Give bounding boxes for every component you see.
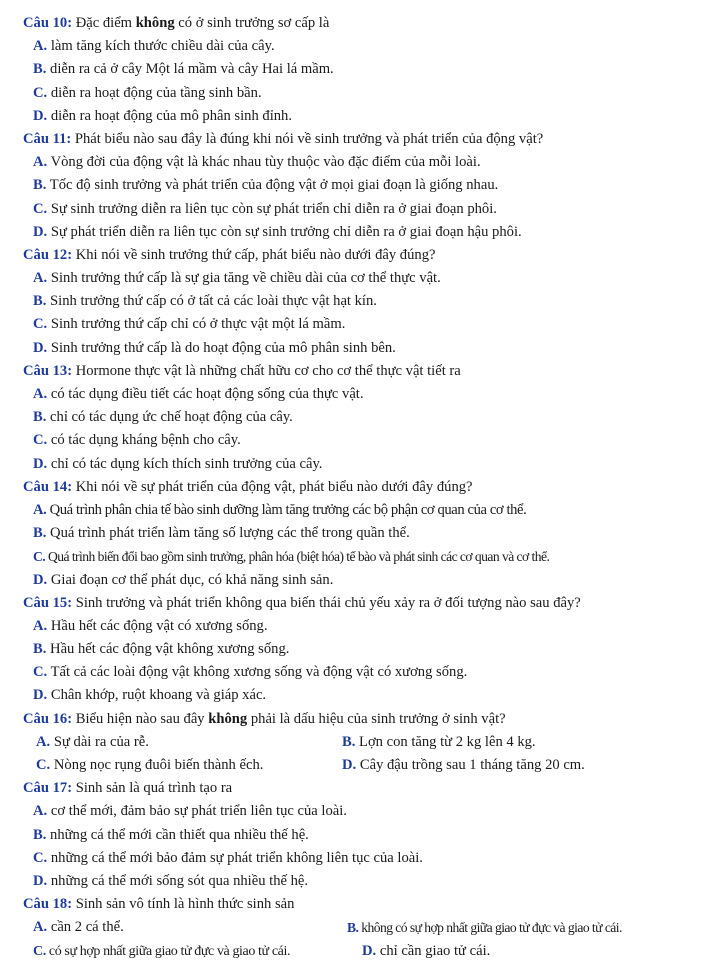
option-letter: C. [33,316,48,333]
option-letter: A. [33,386,48,402]
option-text: Quá trình phân chia tế bào sinh dưỡng làm tăng trưởng các bộ phận cơ quan của cơ thể. [46,501,527,518]
option-14-a [0,499,714,522]
option-14-d [0,569,714,592]
question-keyword: không [208,710,248,727]
option-15-d [0,684,714,707]
option-letter: C. [33,432,48,449]
option-18-c [33,940,290,963]
option-letter: B. [33,61,47,78]
option-14-b [0,522,714,545]
option-18-b [347,916,622,939]
option-text: Lợn con tăng từ 2 kg lên 4 kg. [355,733,536,750]
question-text: Phát biểu nào sau đây là đúng khi nói về sinh trưởng và phát triển của động vật? [71,130,544,147]
option-11-b [0,174,714,197]
option-15-b [0,638,714,661]
option-text: Vòng đời của động vật là khác nhau tùy thuộc vào đặc điểm của mỗi loài. [47,154,481,171]
option-11-c [0,198,714,221]
option-letter: B. [33,409,47,426]
question-number: Câu 14: [23,478,73,495]
option-letter: B. [33,177,47,194]
option-13-b [0,406,714,429]
option-letter: D. [33,339,48,356]
option-text: không có sự hợp nhất giữa giao tử đực và giao tử cái. [358,920,622,936]
question-number: Câu 10: [23,15,73,31]
option-13-c [0,429,714,452]
option-text: Quá trình phát triển làm tăng số lượng các thể trong quần thể. [46,525,410,542]
option-text: có sự hợp nhất giữa giao tử đực và giao tử cái. [45,943,291,959]
option-15-c [0,661,714,684]
option-text: những cá thể mới bảo đảm sự phát triển không liên tục của loài. [47,849,423,866]
option-text: diễn ra cả ở cây Một lá mầm và cây Hai lá mầm. [46,61,334,78]
option-text: Tất cả các loài động vật không xương sống và động vật có xương sống. [47,664,468,681]
option-row-18-cd [0,940,714,963]
option-letter: A. [33,38,48,55]
option-letter: D. [33,107,48,124]
option-text: những cá thể mới sống sót qua nhiều thế hệ. [47,872,309,889]
question-text: Sinh sản là quá trình tạo ra [72,780,233,797]
option-row-16-cd [0,754,714,777]
option-text: Hầu hết các động vật có xương sống. [47,617,268,634]
question-number: Câu 18: [23,896,73,913]
option-text: chỉ cần giao tử cái. [376,942,491,959]
option-text: diễn ra hoạt động của tầng sinh bần. [47,84,262,101]
option-letter: D. [33,571,48,588]
option-17-b [0,824,714,847]
option-letter: D. [33,455,48,472]
option-letter: C. [36,757,51,773]
question-number: Câu 15: [23,594,73,611]
question-number: Câu 16: [23,710,73,727]
option-15-a [0,615,714,638]
option-17-a [0,800,714,823]
option-letter: C. [33,943,46,959]
option-text: diễn ra hoạt động của mô phân sinh đỉnh. [47,107,293,124]
option-17-d [0,870,714,893]
option-text: có tác dụng điều tiết các hoạt động sống của thực vật. [47,386,364,402]
question-text: Sinh sản vô tính là hình thức sinh sản [72,896,295,913]
question-12 [0,244,714,267]
option-row-16-ab [0,731,714,754]
option-letter: A. [33,154,48,171]
option-letter: A. [36,733,51,750]
option-text: Sự sinh trưởng diễn ra liên tục còn sự phát triển chỉ diễn ra ở giai đoạn phôi. [47,200,497,217]
question-number: Câu 11: [23,130,72,147]
option-text: Sự dài ra của rễ. [50,733,149,750]
question-18 [0,893,714,916]
question-15 [0,592,714,615]
option-letter: D. [33,872,48,889]
option-letter: D. [342,757,357,773]
option-text: chỉ có tác dụng kích thích sinh trưởng của cây. [47,455,323,472]
exam-document [0,12,714,963]
question-number: Câu 12: [23,246,73,263]
option-text: Chân khớp, ruột khoang và giáp xác. [47,687,267,704]
option-text: Sinh trưởng thứ cấp có ở tất cả các loài thực vật hạt kín. [46,293,377,310]
option-11-a [0,151,714,174]
option-letter: B. [33,525,47,542]
option-16-c [36,754,263,777]
option-letter: C. [33,849,48,866]
option-13-a [0,383,714,406]
question-text: Khi nói về sự phát triển của động vật, phát biểu nào dưới đây đúng? [72,478,473,495]
option-text: Quá trình biến đổi bao gồm sinh trưởng, phân hóa (biệt hóa) tế bào và phát sinh các cơ quan và cơ thể. [45,549,550,565]
option-text: Tốc độ sinh trưởng và phát triển của động vật ở mọi giai đoạn là giống nhau. [46,177,499,194]
option-12-a [0,267,714,290]
option-letter: B. [342,733,356,750]
option-14-c [0,545,714,568]
option-17-c [0,847,714,870]
option-13-d [0,453,714,476]
option-letter: D. [33,687,48,704]
question-text: Khi nói về sinh trưởng thứ cấp, phát biểu nào dưới đây đúng? [72,246,436,263]
option-text: Sinh trưởng thứ cấp là sự gia tăng về chiều dài của cơ thể thực vật. [47,270,441,287]
option-text: cơ thể mới, đảm bảo sự phát triển liên tục của loài. [47,803,347,820]
option-letter: A. [33,919,48,936]
option-text: Sinh trưởng thứ cấp là do hoạt động của mô phân sinh bên. [47,339,396,356]
option-letter: A. [33,617,48,634]
question-17 [0,777,714,800]
question-text-pre: Đặc điểm [72,15,136,31]
option-12-d [0,337,714,360]
question-10 [0,12,714,35]
option-text: cần 2 cá thể. [47,919,124,936]
option-letter: D. [362,942,377,959]
option-letter: D. [33,223,48,240]
option-18-a [33,916,124,939]
question-number: Câu 17: [23,780,73,797]
question-13 [0,360,714,383]
option-letter: B. [347,920,359,936]
question-16 [0,708,714,731]
option-text: những cá thể mới cần thiết qua nhiều thế hệ. [46,826,309,843]
option-letter: C. [33,84,48,101]
option-row-18-ab [0,916,714,939]
question-text: Hormone thực vật là những chất hữu cơ cho cơ thể thực vật tiết ra [72,362,461,379]
option-text: có tác dụng kháng bệnh cho cây. [47,432,241,449]
option-12-c [0,313,714,336]
option-text: làm tăng kích thước chiều dài của cây. [47,38,275,55]
option-16-b [342,731,536,754]
option-letter: A. [33,803,48,820]
option-text: Giai đoạn cơ thể phát dục, có khả năng sinh sản. [47,571,334,588]
option-10-d [0,105,714,128]
option-10-b [0,58,714,81]
option-letter: C. [33,549,46,565]
option-letter: B. [33,641,47,658]
option-16-a [36,731,149,754]
option-text: Hầu hết các động vật không xương sống. [46,641,290,658]
option-12-b [0,290,714,313]
question-14 [0,476,714,499]
question-text-post: phải là dấu hiệu của sinh trưởng ở sinh vật? [247,710,506,727]
question-keyword: không [135,15,175,31]
option-letter: A. [33,501,47,518]
option-16-d [342,754,585,777]
option-text: Cây đậu trồng sau 1 tháng tăng 20 cm. [356,757,585,773]
option-text: Sinh trưởng thứ cấp chỉ có ở thực vật một lá mầm. [47,316,346,333]
question-text: Sinh trưởng và phát triển không qua biến thái chủ yếu xảy ra ở đối tượng nào sau đây? [72,594,581,611]
option-text: Nòng nọc rụng đuôi biến thành ếch. [50,757,264,773]
option-10-c [0,82,714,105]
option-18-d [362,940,490,963]
question-text-pre: Biểu hiện nào sau đây [72,710,209,727]
option-text: chỉ có tác dụng ức chế hoạt động của cây. [46,409,293,426]
option-letter: A. [33,270,48,287]
option-letter: B. [33,826,47,843]
question-text-post: có ở sinh trưởng sơ cấp là [174,15,330,31]
question-11 [0,128,714,151]
option-letter: C. [33,200,48,217]
question-number: Câu 13: [23,362,73,379]
option-11-d [0,221,714,244]
option-letter: B. [33,293,47,310]
option-10-a [0,35,714,58]
option-letter: C. [33,664,48,681]
option-text: Sự phát triển diễn ra liên tục còn sự sinh trưởng chỉ diễn ra ở giai đoạn hậu phôi. [47,223,522,240]
